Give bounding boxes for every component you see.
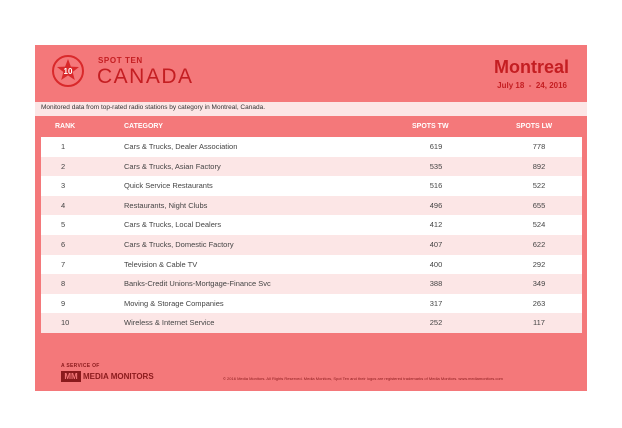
service-label: A SERVICE OF [61,363,100,369]
category-cell: Cars & Trucks, Asian Factory [124,161,221,171]
column-header-spots-lw: SPOTS LW [516,123,553,130]
rank-cell: 9 [61,298,66,308]
category-cell: Cars & Trucks, Dealer Association [124,142,238,151]
spots-tw-cell: 535 [429,161,443,171]
rank-cell: 6 [61,239,66,249]
spots-tw-cell: 412 [429,220,443,230]
media-monitors-logo [61,371,181,383]
date-range: July 18 - 24, 2016 [497,81,567,90]
brand-name: MEDIA MONITORS [83,372,154,381]
table-row [41,215,582,235]
rank-cell: 3 [61,181,66,191]
table-row [41,294,582,314]
spot-ten-card [35,45,587,391]
spots-tw-cell: 407 [429,239,443,249]
rank-cell: 2 [61,161,66,171]
logo-number: 10 [63,67,73,76]
spots-tw-cell: 496 [429,200,443,210]
spots-lw-cell: 892 [532,161,546,171]
rank-cell: 4 [61,200,66,210]
brand-kicker: SPOT TEN [98,56,143,65]
table-row [41,176,582,196]
spot-ten-logo [52,55,84,87]
table-row [41,235,582,255]
spots-tw-cell: 400 [429,259,443,269]
category-cell: Restaurants, Night Clubs [124,200,208,210]
table-row [41,157,582,177]
table-row [41,196,582,216]
spots-lw-cell: 655 [532,200,546,210]
spots-tw-cell: 317 [429,298,443,308]
footer [35,353,587,391]
spots-tw-cell: 388 [429,279,443,289]
rank-cell: 10 [61,318,70,328]
ranking-table [41,137,582,333]
rank-cell: 1 [61,142,66,151]
subtitle-bar [35,102,587,116]
category-cell: Cars & Trucks, Domestic Factory [124,239,234,249]
spots-lw-cell: 349 [532,279,546,289]
mm-logo-mark: MM [61,371,81,382]
header [35,45,587,101]
spots-lw-cell: 524 [532,220,546,230]
table-row [41,255,582,275]
spots-lw-cell: 778 [532,142,546,151]
rank-cell: 7 [61,259,66,269]
spots-lw-cell: 622 [532,239,546,249]
category-cell: Moving & Storage Companies [124,298,224,308]
category-cell: Cars & Trucks, Local Dealers [124,220,222,230]
spots-tw-cell: 252 [429,318,443,328]
spots-lw-cell: 522 [532,181,546,191]
category-cell: Television & Cable TV [124,259,198,269]
table-row [41,137,582,157]
spots-lw-cell: 263 [532,298,546,308]
page-title: CANADA [97,65,194,88]
city-name: Montreal [493,57,569,77]
rank-cell: 8 [61,279,66,289]
column-header-spots-tw: SPOTS TW [412,123,449,130]
spots-lw-cell: 117 [533,318,545,328]
table-row [41,274,582,294]
spots-lw-cell: 292 [532,259,546,269]
category-cell: Wireless & Internet Service [124,318,215,328]
column-header-category: CATEGORY [124,123,163,130]
subtitle: Monitored data from top-rated radio stations by category in Montreal, Canada. [41,104,266,111]
table-row [41,313,582,333]
spots-tw-cell: 516 [429,181,443,191]
category-cell: Quick Service Restaurants [124,181,213,191]
copyright-notice: © 2016 Media Monitors. All Rights Reserved. Media Monitors, Spot Ten and their logos are registered trademarks of Media Monitors. www.mediamonitors.com [223,376,503,381]
column-header-rank: RANK [55,123,76,130]
category-cell: Banks-Credit Unions-Mortgage-Finance Svc [124,279,271,289]
rank-cell: 5 [61,220,66,230]
spots-tw-cell: 619 [429,142,443,151]
